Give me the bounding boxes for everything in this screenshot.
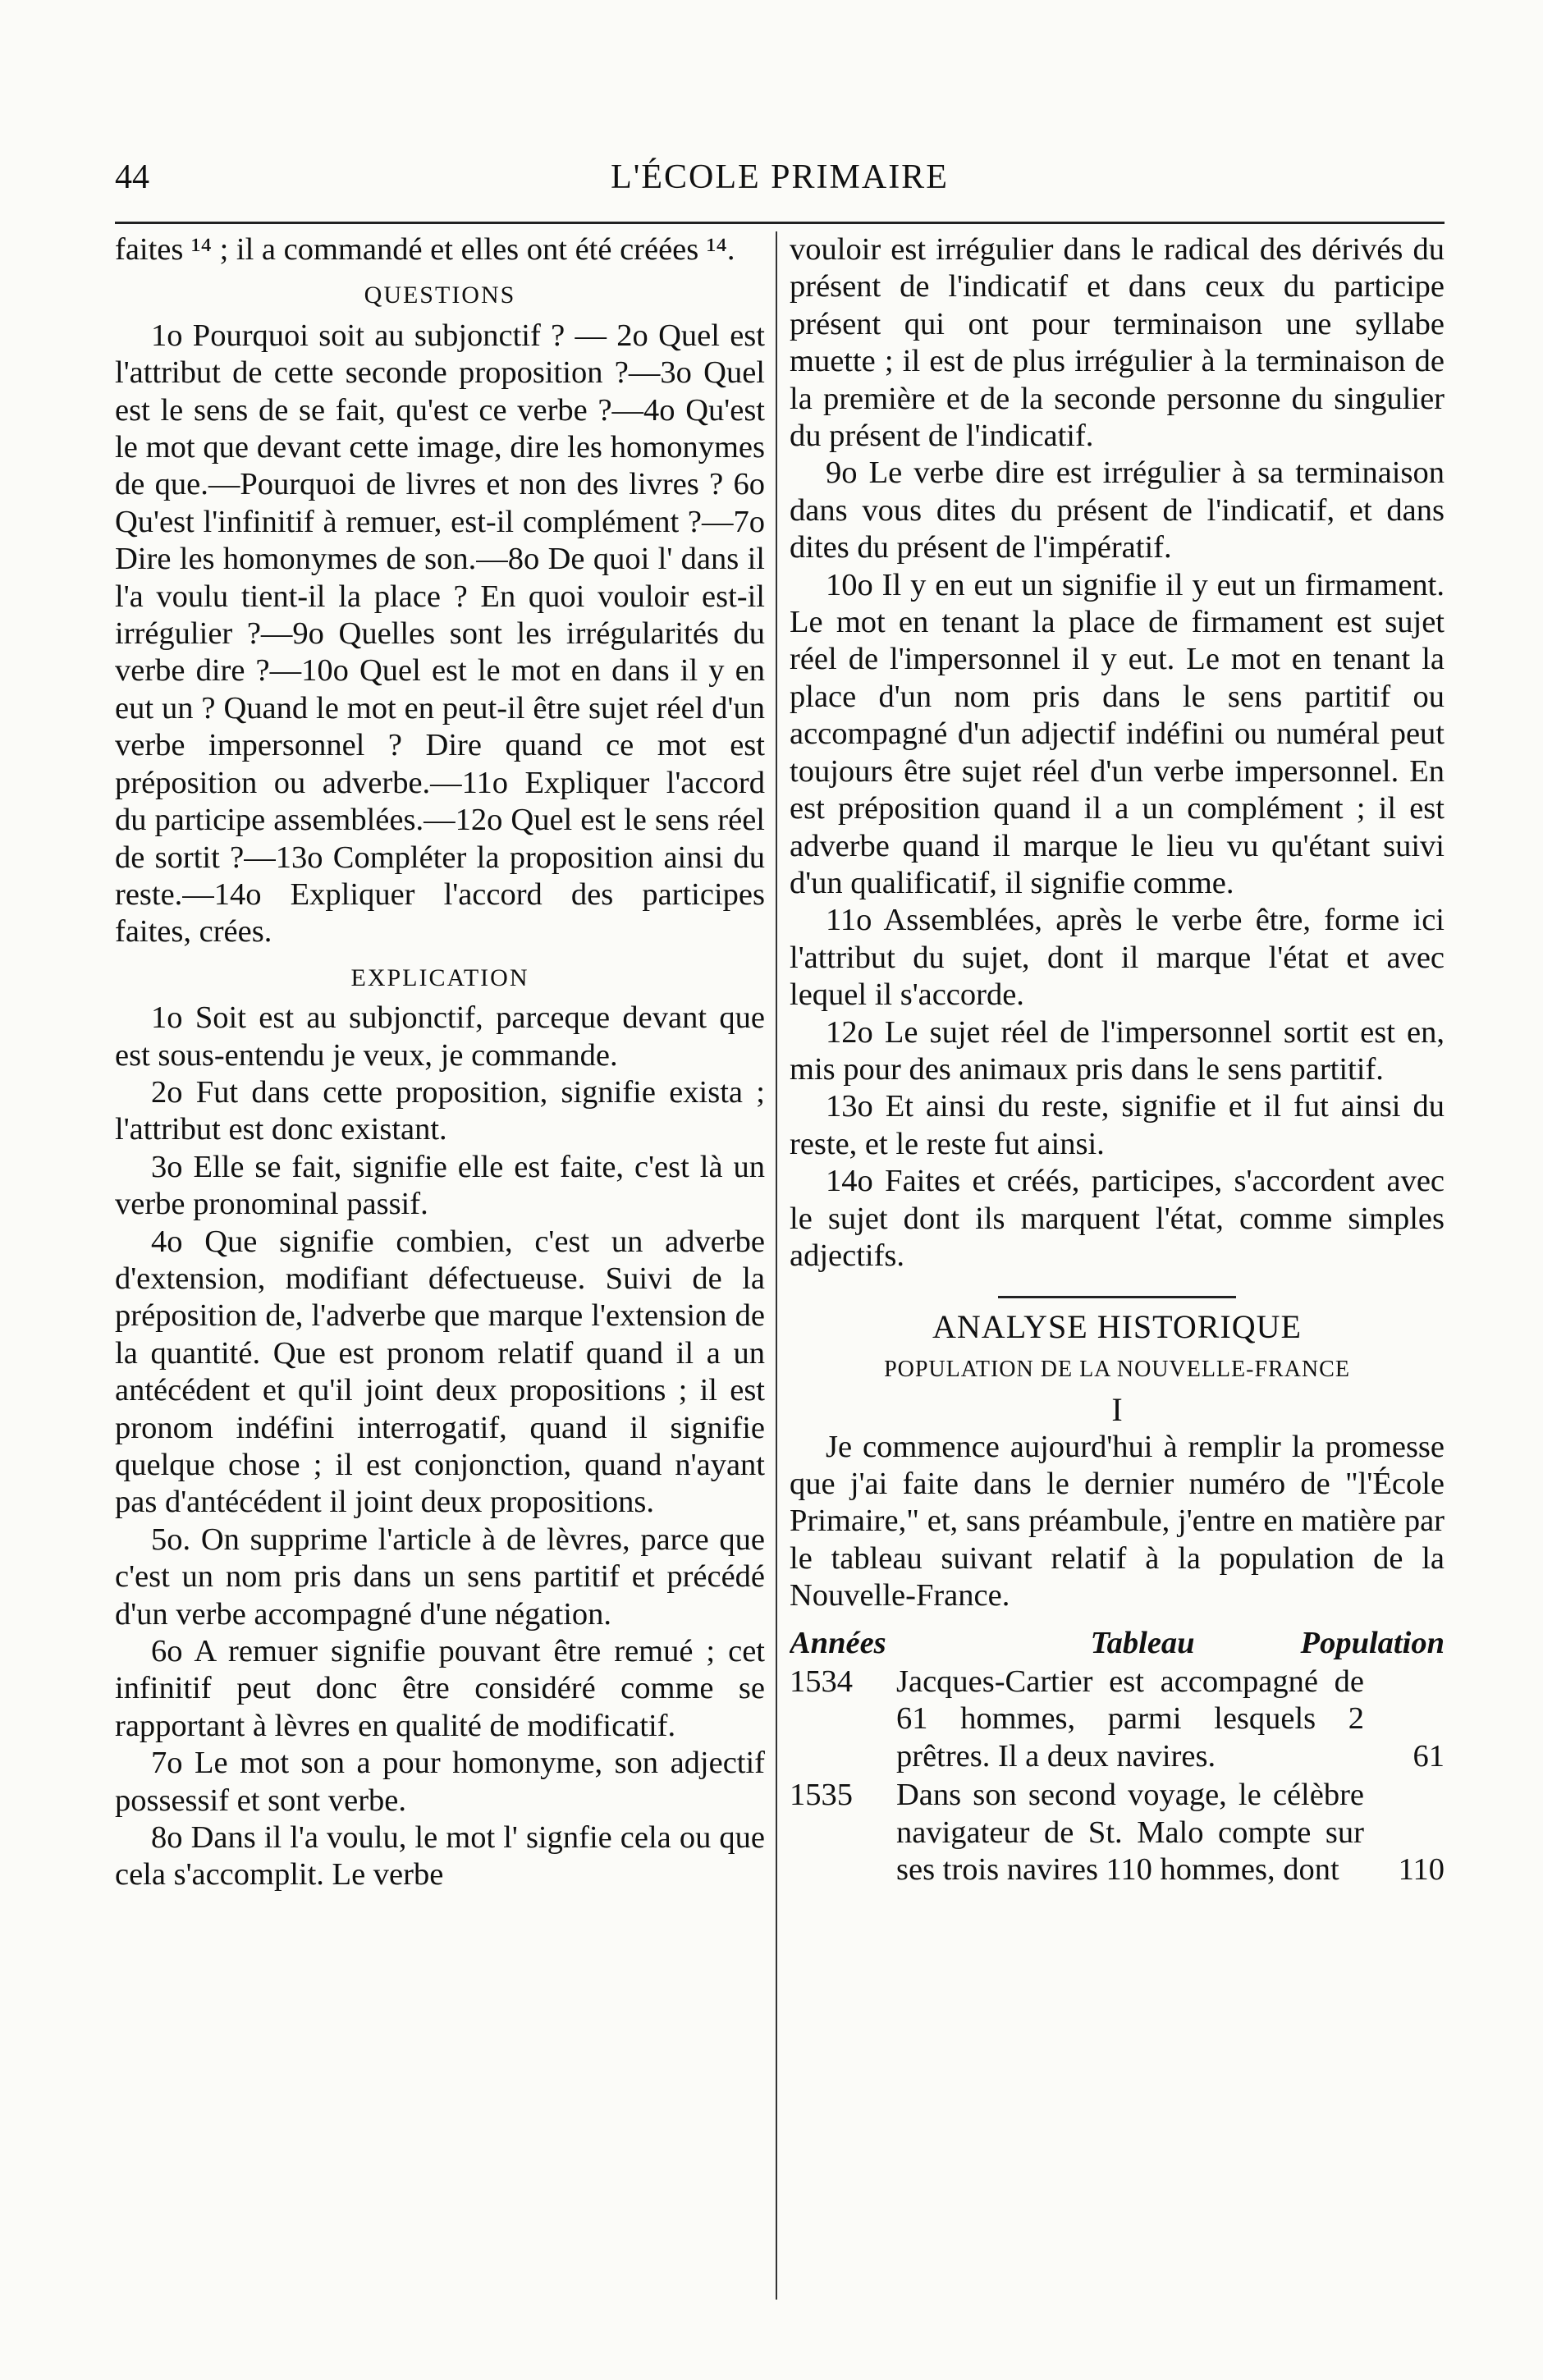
left-column — [115, 231, 765, 2300]
table-population: 110 — [1398, 1852, 1445, 1888]
intro-paragraph: Je commence aujourd'hui à remplir la promesse que j'ai faite dans le dernier numéro de "l'École Primaire," et, sans préambule, j'entre en matière par le tableau suivant relatif à la population de la Nouvelle-France. — [790, 1429, 1445, 1613]
table-text: Dans son second voyage, le célèbre navigateur de St. Malo compte sur ses trois navires 110 hommes, dont — [896, 1778, 1364, 1888]
questions-text: 1o Pourquoi soit au subjonctif ? — 2o Quel est l'attribut de cette seconde proposition ?—3o Quel est le sens de se fait, qu'est ce verbe ?—4o Qu'est le mot que devant cette image, dire les homonymes de que.—Pourquoi de livres et non des livres ? 6o Qu'est l'infinitif à remuer, est-il complément ?—7o Dire les homonymes de son.—8o De quoi l' dans il l'a voulu tient-il la place ? En quoi vouloir est-il irrégulier ?—9o Quelles sont les irrégularités du verbe dire ?—10o Quel est le mot en dans il y en eut un ? Quand le mot en peut-il être sujet réel d'un verbe impersonnel ? Dire quand ce mot est préposition ou adverbe.—11o Expliquer l'accord du participe assemblées.—12o Quel est le sens réel de sortit ?—13o Compléter la proposition ainsi du reste.—14o Expliquer l'accord des participes faites, crées. — [115, 318, 765, 950]
explication-paragraph: 14o Faites et créés, participes, s'accordent avec le sujet dont ils marquent l'état, comme simples adjectifs. — [790, 1164, 1445, 1273]
section-number: I — [1111, 1391, 1123, 1429]
explication-paragraph: 7o Le mot son a pour homonyme, son adjectif possessif et sont verbe. — [115, 1746, 765, 1818]
page-number: 44 — [115, 158, 149, 196]
explication-paragraph: 10o Il y en eut un signifie il y eut un firmament. Le mot en tenant la place de firmament est sujet réel de l'impersonnel il y eut. Le mot en tenant la place d'un nom pris dans le sens partitif ou accompagné d'un adjectif indéfini ou numéral peut toujours être sujet réel d'un verbe impersonnel. En est préposition quand il a un complément ; il est adverbe quand il marque le lieu vu qu'étant suivi d'un qualificatif, il signifie comme. — [790, 567, 1445, 900]
header-rule — [115, 222, 1445, 224]
table-header-tableau: Tableau — [1090, 1625, 1195, 1660]
column-divider — [776, 231, 777, 2300]
explication-paragraph: 11o Assemblées, après le verbe être, forme ici l'attribut du sujet, dont il marque l'état et avec lequel il s'accorde. — [790, 903, 1445, 1013]
table-header — [790, 1625, 1445, 1662]
explication-paragraph: 1o Soit est au subjonctif, parceque devant que est sous-entendu je veux, je commande. — [115, 1000, 765, 1073]
table-row — [790, 1664, 1445, 1775]
page-header — [115, 158, 1445, 207]
explication-paragraph: 8o Dans il l'a voulu, le mot l' signfie cela ou que cela s'accomplit. Le verbe — [115, 1820, 765, 1893]
questions-heading: QUESTIONS — [364, 281, 516, 309]
explication-paragraph: 9o Le verbe dire est irrégulier à sa terminaison dans vous dites du présent de l'indicatif, et dans dites du présent de l'impératif. — [790, 455, 1445, 565]
explication-paragraph: 3o Elle se fait, signifie elle est faite, c'est là un verbe pronominal passif. — [115, 1149, 765, 1222]
table-year: 1535 — [790, 1778, 853, 1813]
explication-paragraph: 5o. On supprime l'article à de lèvres, parce que c'est un nom pris dans un sens partitif et précédé d'un verbe accompagné d'une négation. — [115, 1522, 765, 1632]
explication-paragraph: 13o Et ainsi du reste, signifie et il fut ainsi du reste, et le reste fut ainsi. — [790, 1089, 1445, 1161]
right-column — [790, 231, 1445, 2300]
section-rule — [998, 1296, 1236, 1298]
explication-heading: EXPLICATION — [350, 963, 529, 991]
table-header-years: Années — [790, 1625, 886, 1660]
explication-paragraph: 12o Le sujet réel de l'impersonnel sortit est en, mis pour des animaux pris dans le sens partitif. — [790, 1014, 1445, 1087]
running-title: L'ÉCOLE PRIMAIRE — [611, 158, 949, 196]
table-row — [790, 1777, 1445, 1888]
explication-paragraph: 4o Que signifie combien, c'est un adverbe d'extension, modifiant défectueuse. Suivi de la préposition de, l'adverbe que marque l'extension de la quantité. Que est pronom relatif quand il a un antécédent et qu'il joint deux propositions ; il est pronom indéfini interrogatif, quand il signifie quelque chose ; il est conjonction, quand n'ayant pas d'antécédent il joint deux propositions. — [115, 1224, 765, 1520]
table-year: 1534 — [790, 1664, 853, 1700]
continuation-text: faites ¹⁴ ; il a commandé et elles ont été créées ¹⁴. — [115, 232, 735, 267]
explication-paragraph: vouloir est irrégulier dans le radical des dérivés du présent de l'indicatif et dans ceux du participe présent qui ont pour terminaison une syllabe muette ; il est de plus irrégulier à la terminaison de la première et de la seconde personne du singulier du présent de l'indicatif. — [790, 232, 1445, 454]
table-text: Jacques-Cartier est accompagné de 61 hommes, parmi lesquels 2 prêtres. Il a deux navires. — [896, 1664, 1364, 1774]
section-title: ANALYSE HISTORIQUE — [932, 1308, 1302, 1346]
table-population: 61 — [1413, 1738, 1445, 1774]
table-header-population: Population — [1300, 1625, 1445, 1660]
explication-paragraph: 2o Fut dans cette proposition, signifie exista ; l'attribut est donc existant. — [115, 1074, 765, 1147]
section-subtitle: POPULATION DE LA NOUVELLE-FRANCE — [884, 1356, 1350, 1382]
explication-paragraph: 6o A remuer signifie pouvant être remué ; cet infinitif peut donc être considéré comme se rapportant à lèvres en qualité de modificatif. — [115, 1634, 765, 1743]
